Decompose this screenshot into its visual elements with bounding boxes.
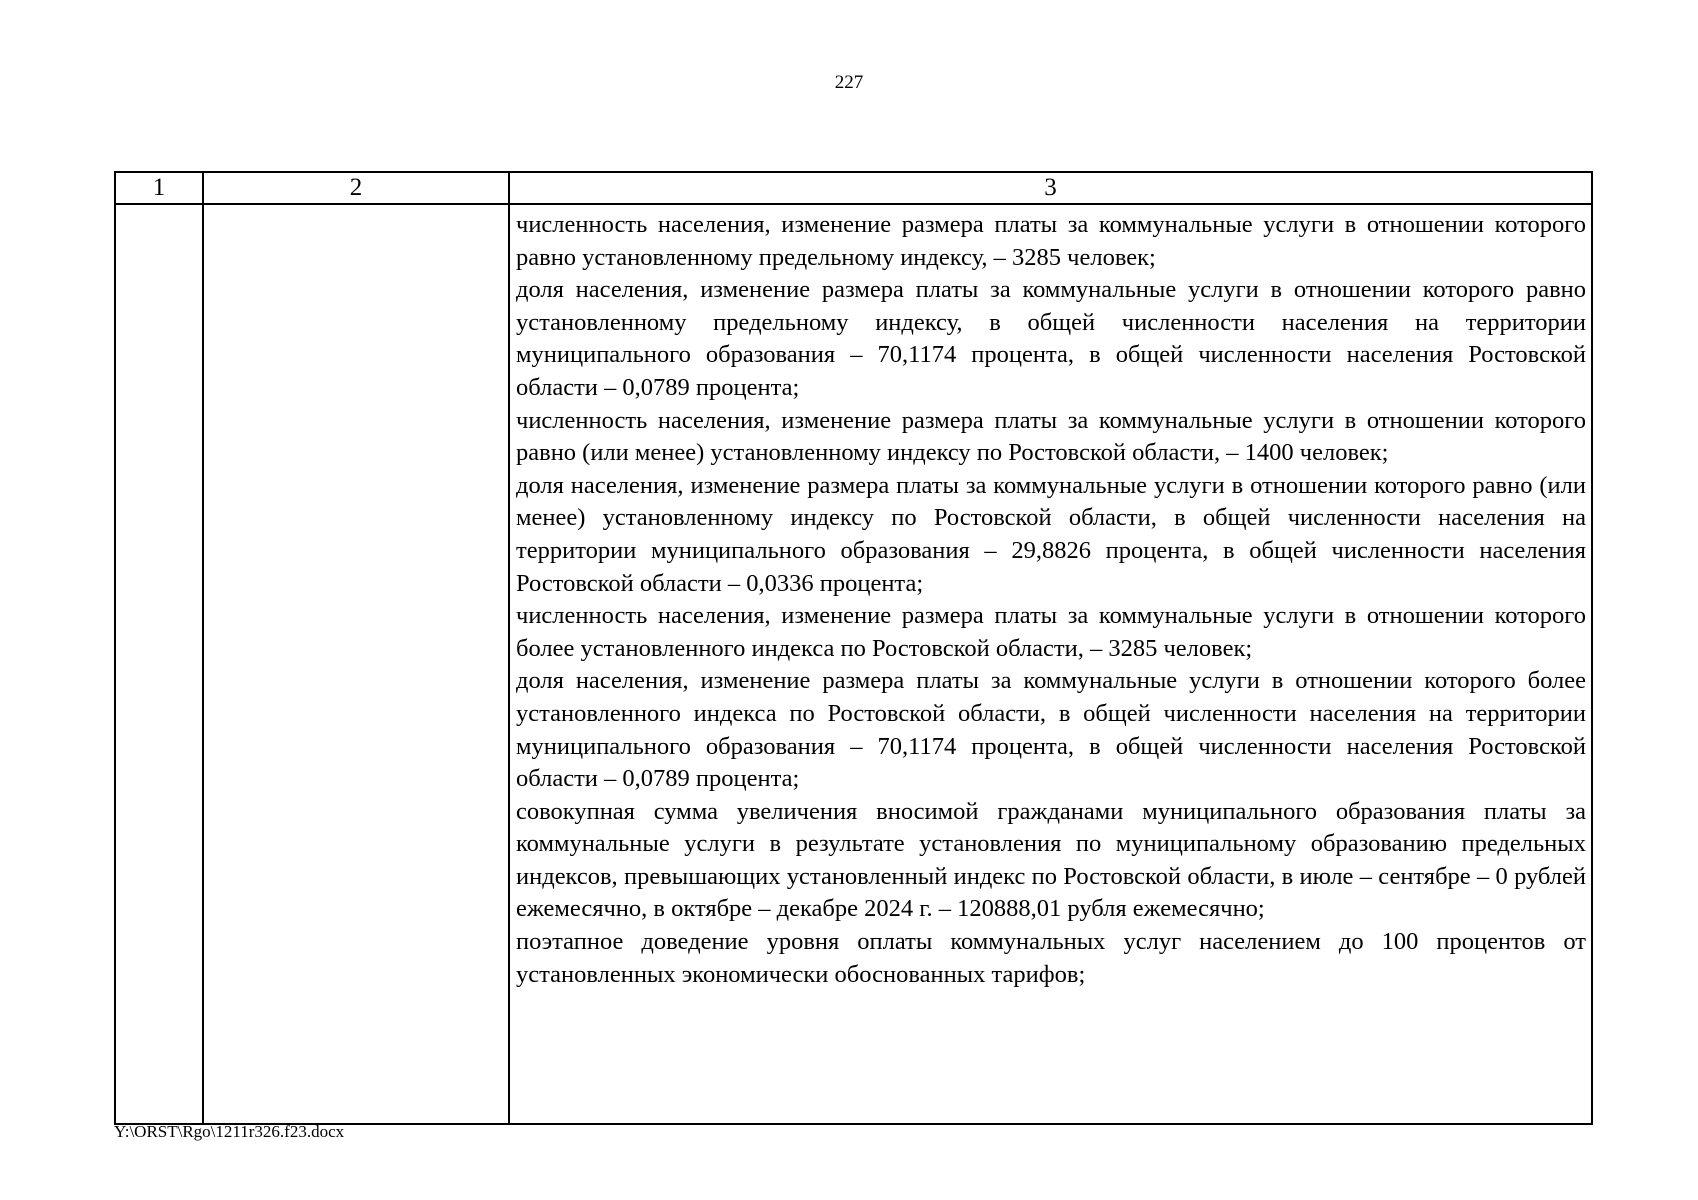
paragraph-payment-level-increase: поэтапное доведение уровня оплаты коммунальных услуг населением до 100 процентов от установленных экономически обоснованных тарифов; xyxy=(516,928,1586,988)
document-table xyxy=(114,171,1593,1125)
table-row xyxy=(115,204,1592,1124)
column-header-3: 3 xyxy=(509,172,1592,204)
paragraph-population-above-regional: численность населения, изменение размера платы за коммунальные услуги в отношении которого более установленного индекса по Ростовской области, – 3285 человек; xyxy=(516,602,1586,662)
paragraph-population-equal-or-less-regional: численность населения, изменение размера платы за коммунальные услуги в отношении которого равно (или менее) установленному индексу по Ростовской области, – 1400 человек; xyxy=(516,406,1586,467)
column-header-1: 1 xyxy=(115,172,203,204)
page-number: 227 xyxy=(834,72,864,93)
footer-file-path: Y:\ORST\Rgo\1211r326.f23.docx xyxy=(114,1122,345,1141)
paragraph-population-equal-limit: численность населения, изменение размера платы за коммунальные услуги в отношении которого равно установленному предельному индексу, – 3285 человек; xyxy=(516,211,1586,271)
paragraph-share-above-regional: доля населения, изменение размера платы за коммунальные услуги в отношении которого более установленного индекса по Ростовской области, в общей численности населения на территории муниципального образования – 70,1174 процента, в общей численности населения Ростовской области – 0,0789 процента; xyxy=(516,667,1586,793)
column-header-2: 2 xyxy=(203,172,509,204)
paragraph-share-equal-or-less-regional: доля населения, изменение размера платы за коммунальные услуги в отношении которого равно (или менее) установленному индексу по Ростовской области, в общей численности населения на территории муниципального образования – 29,8826 процента, в общей численности населения Ростовской области – 0,0336 процента; xyxy=(516,471,1586,597)
paragraph-total-payment-increase: совокупная сумма увеличения вносимой гражданами муниципального образования платы за коммунальные услуги в результате установления по муниципальному образованию предельных индексов, превышающих установленный индекс по Ростовской области, в июле – сентябре – 0 рублей ежемесячно, в октябре – декабре 2024 г. – 120888,01 рубля ежемесячно; xyxy=(516,797,1586,923)
table-header-row xyxy=(115,172,1592,204)
paragraph-share-equal-limit: доля населения, изменение размера платы за коммунальные услуги в отношении которого равно установленному предельному индексу, в общей численности населения на территории муниципального образования – 70,1174 процента, в общей численности населения Ростовской области – 0,0789 процента; xyxy=(516,276,1586,401)
row-cell-col2 xyxy=(203,204,509,1124)
row-cell-col3 xyxy=(509,204,1592,1124)
row-cell-col1 xyxy=(115,204,203,1124)
